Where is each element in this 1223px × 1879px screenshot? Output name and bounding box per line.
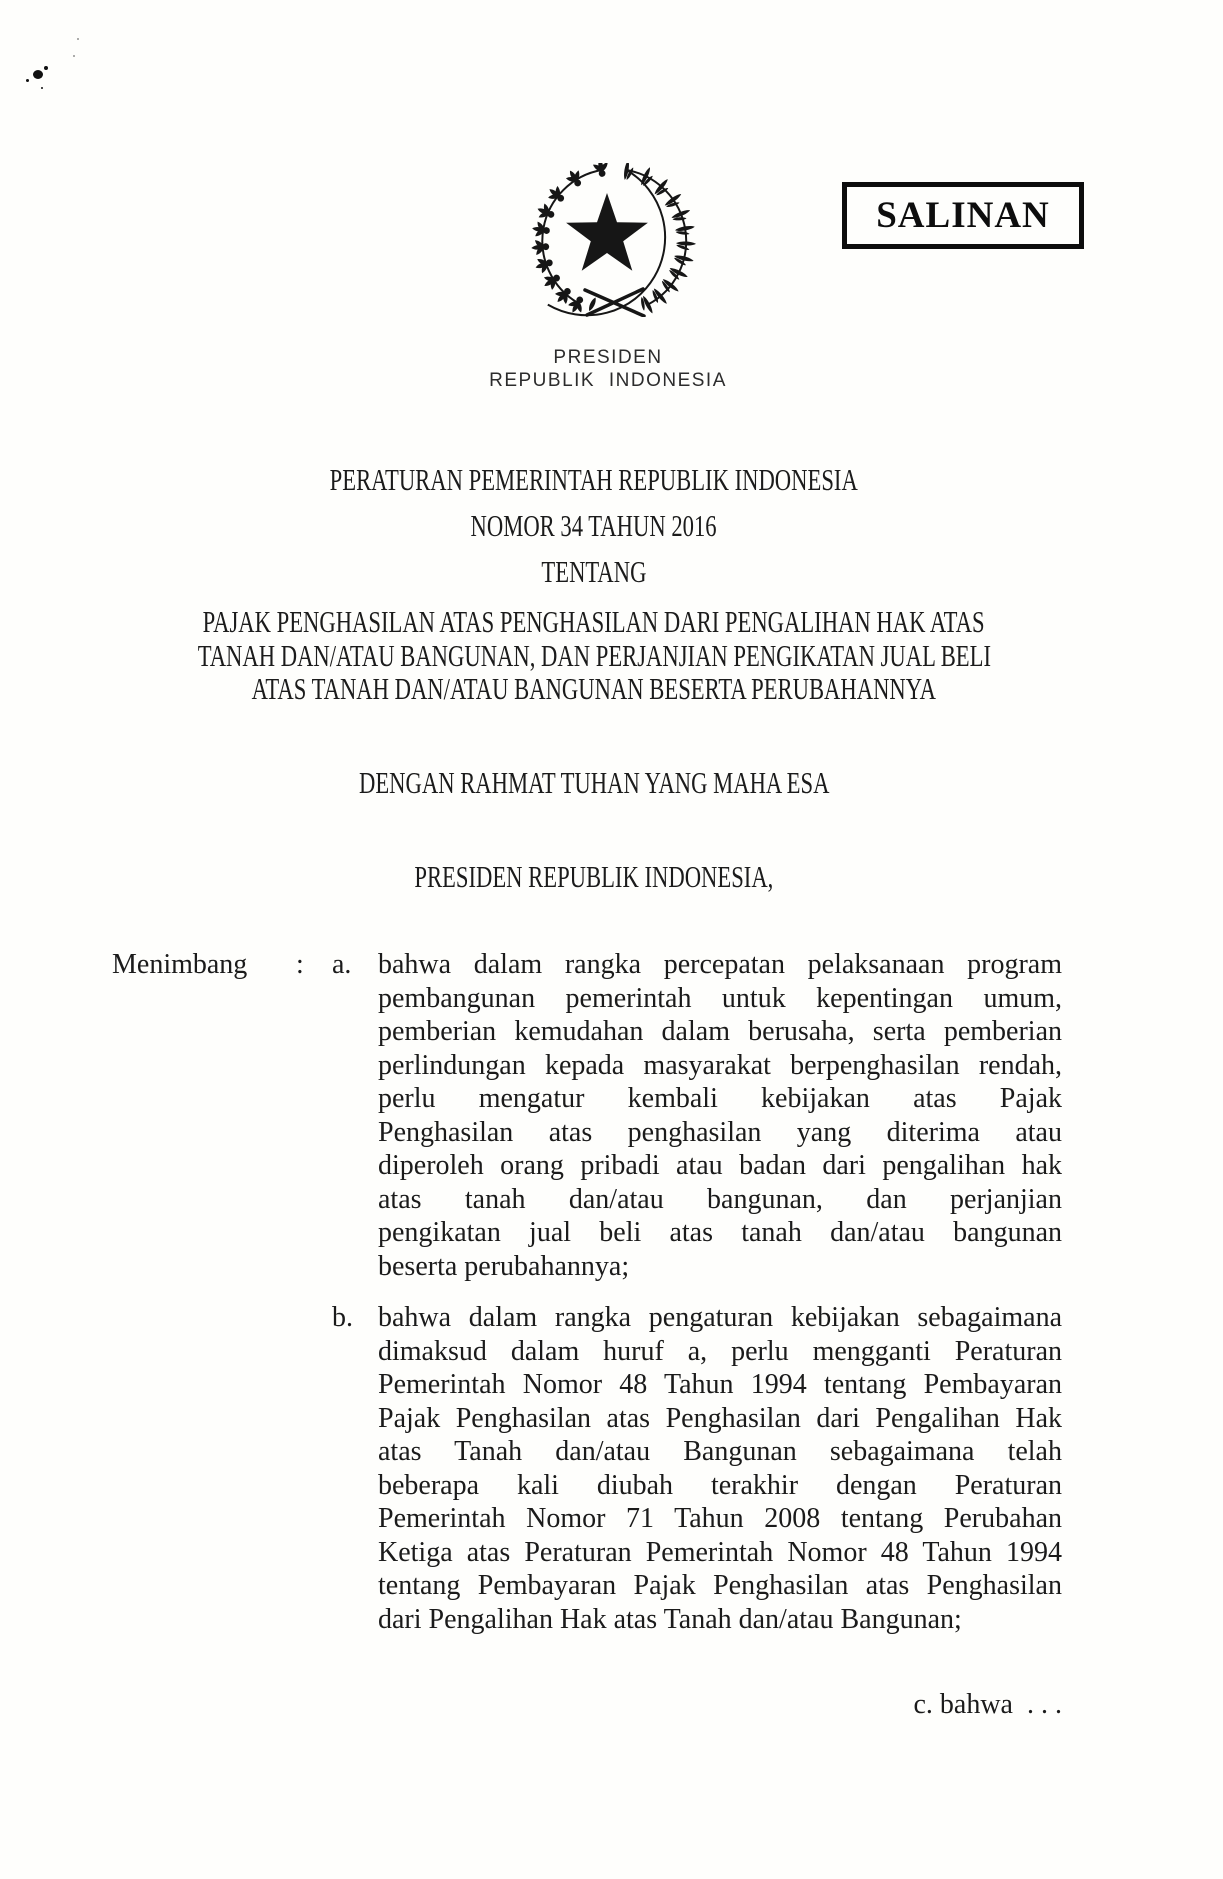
ink-speck <box>26 79 29 82</box>
title-line1: PERATURAN PEMERINTAH REPUBLIK INDONESIA <box>329 462 859 497</box>
text-line: Penghasilan atas penghasilan yang diterima atau <box>378 1116 1062 1148</box>
ink-speck <box>44 66 48 70</box>
item-marker: a. <box>332 949 352 980</box>
ink-speck <box>33 70 43 79</box>
text-line: diperoleh orang pribadi atau badan dari pengalihan hak <box>378 1150 1062 1181</box>
subject-line: ATAS TANAH DAN/ATAU BANGUNAN BESERTA PERUBAHANNYA <box>251 671 937 706</box>
salinan-stamp <box>842 182 1084 249</box>
title-line2: NOMOR 34 TAHUN 2016 <box>470 508 718 543</box>
text-line: beberapa kali diubah terakhir dengan Peraturan <box>378 1469 1062 1501</box>
star-wreath-emblem-icon <box>531 163 697 317</box>
consideration-item-a <box>332 948 1062 1283</box>
catchword: c. bahwa . . . <box>913 1689 1062 1720</box>
subject-line: TANAH DAN/ATAU BANGUNAN, DAN PERJANJIAN PENGIKATAN JUAL BELI <box>197 637 991 673</box>
text-line: Pemerintah Nomor 48 Tahun 1994 tentang Pembayaran <box>378 1369 1062 1400</box>
subject-line: PAJAK PENGHASILAN ATAS PENGHASILAN DARI PENGALIHAN HAK ATAS <box>203 604 985 639</box>
text-line: beserta perubahannya; <box>378 1250 630 1282</box>
considerations-separator: : <box>296 949 304 980</box>
considerations-items <box>332 948 1062 1636</box>
regulation-subject <box>0 605 1188 706</box>
presidential-emblem <box>531 163 697 317</box>
letterhead-line1: PRESIDEN <box>553 347 663 368</box>
letterhead <box>0 346 1216 392</box>
ink-speck <box>41 87 43 89</box>
text-line: bahwa dalam rangka percepatan pelaksanaan program <box>378 949 1062 980</box>
ink-speck <box>73 55 75 57</box>
text-line: Pemerintah Nomor 71 Tahun 2008 tentang Perubahan <box>378 1503 1062 1534</box>
text-line: perlu mengatur kembali kebijakan atas Pajak <box>378 1083 1062 1114</box>
item-text <box>378 948 1062 1283</box>
star-icon <box>566 193 648 271</box>
letterhead-line2: REPUBLIK INDONESIA <box>489 370 727 391</box>
crossed-stems <box>585 289 644 316</box>
text-line: perlindungan kepada masyarakat berpenghasilan rendah, <box>378 1049 1062 1081</box>
text-line: Pajak Penghasilan atas Penghasilan dari Pengalihan Hak <box>378 1402 1062 1434</box>
issuer: PRESIDEN REPUBLIK INDONESIA, <box>414 859 774 894</box>
regulation-title <box>0 457 1188 595</box>
item-marker: b. <box>332 1302 353 1333</box>
text-line: dimaksud dalam huruf a, perlu mengganti Peraturan <box>378 1335 1062 1367</box>
text-line: bahwa dalam rangka pengaturan kebijakan sebagaimana <box>378 1302 1062 1333</box>
text-line: atas Tanah dan/atau Bangunan sebagaimana telah <box>378 1436 1062 1467</box>
ink-speck <box>77 38 79 40</box>
text-line: pemberian kemudahan dalam berusaha, serta pemberian <box>378 1016 1062 1047</box>
title-line3: TENTANG <box>541 554 647 589</box>
considerations-label: Menimbang <box>112 949 248 980</box>
text-line: dari Pengalihan Hak atas Tanah dan/atau Bangunan; <box>378 1603 962 1635</box>
item-text <box>378 1301 1062 1636</box>
consideration-item-b <box>332 1301 1062 1636</box>
invocation: DENGAN RAHMAT TUHAN YANG MAHA ESA <box>358 765 830 800</box>
text-line: tentang Pembayaran Pajak Penghasilan atas Penghasilan <box>378 1570 1062 1601</box>
text-line: atas tanah dan/atau bangunan, dan perjanjian <box>378 1183 1062 1215</box>
text-line: pembangunan pemerintah untuk kepentingan umum, <box>378 982 1062 1014</box>
text-line: Ketiga atas Peraturan Pemerintah Nomor 48 Tahun 1994 <box>378 1536 1062 1568</box>
salinan-stamp-label: SALINAN <box>876 195 1050 236</box>
text-line: pengikatan jual beli atas tanah dan/atau bangunan <box>378 1217 1062 1248</box>
